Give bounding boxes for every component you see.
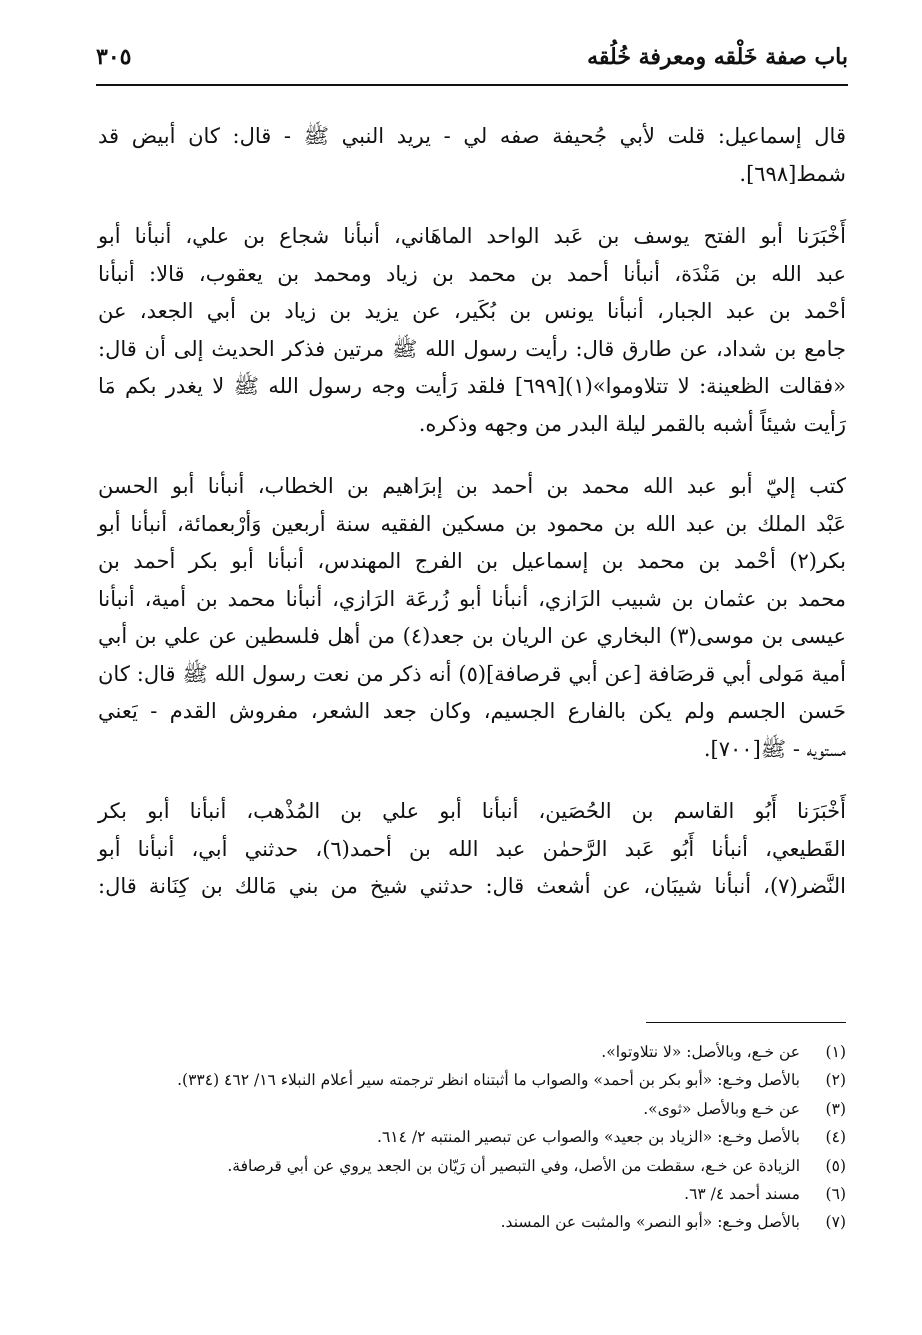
footnote-number: (٤) <box>825 1128 846 1147</box>
paragraph-4 <box>98 793 846 906</box>
main-text <box>98 118 846 931</box>
text-line: عبد الله بن مَنْدَة، أنبأنا أحمد بن محمد بن زياد ومحمد بن يعقوب، قالا: أنبأنا <box>98 261 846 286</box>
footnote-text: عن خـع وبالأصل «ثوى». <box>643 1099 800 1118</box>
paragraph-2 <box>98 218 846 443</box>
text-line: عيسى بن موسى(٣) البخاري عن الريان بن جعد(٤) من أهل فلسطين عن علي بن أبي <box>98 624 846 648</box>
text-line: القَطيعي، أنبأنا أَبُو عَبد الرَّحمٰن عبد الله بن أحمد(٦)، حدثني أبي، أنبأنا أبو <box>98 836 846 861</box>
footnote-number: (٦) <box>825 1185 846 1204</box>
text-line: عَبْد الملك بن عبد الله بن محمود بن مسكين الفقيه سنة أربعين وَأرْبعمائة، أنبأنا أبو <box>98 511 846 536</box>
footnote-number: (٧) <box>825 1213 846 1232</box>
footnote <box>98 1208 846 1236</box>
text-line: شمط[٦٩٨]. <box>739 161 846 186</box>
footnote-text: بالأصل وخـع: «أبو بكر بن أحمد» والصواب ما أثبتناه انظر ترجمته سير أعلام النبلاء ١٦/ ٤٦٢ (٣٣٤). <box>177 1071 800 1090</box>
text-line: كتب إليّ أبو عبد الله محمد بن أحمد بن إبرَاهيم بن الخطاب، أنبأنا أبو الحسن <box>98 474 846 498</box>
paragraph-1 <box>98 118 846 193</box>
text-line: أحْمد بن عبد الجبار، أنبأنا يونس بن بُكَير، عن يزيد بن زياد بن أبي الجعد، عن <box>98 299 846 323</box>
page-number: ٣٠٥ <box>96 44 132 70</box>
footnote-text: عن خـع، وبالأصل: «لا نتلاوتوا». <box>601 1043 800 1061</box>
text-line: بكر(٢) أحْمد بن محمد بن إسماعيل بن الفرج المهندس، أنبأنا أبو بكر أحمد بن <box>98 549 846 573</box>
footnote-number: (١) <box>825 1043 846 1061</box>
footnote-text: مسند أحمد ٤/ ٦٣. <box>684 1185 800 1204</box>
text-line: جامع بن شداد، عن طارق قال: رأيت رسول الله ﷺ مرتين فذكر الحديث إلى أن قال: <box>98 336 846 361</box>
footnote-divider <box>646 1022 846 1023</box>
paragraph-3 <box>98 468 846 768</box>
text-line: أَخْبَرَنا أَبُو القاسم بن الحُصَين، أنبأنا أبو علي بن المُذْهب، أنبأنا أبو بكر <box>98 799 846 823</box>
footnote-text: بالأصل وخـع: «أبو النصر» والمثبت عن المسند. <box>500 1213 800 1232</box>
footnote-text: بالأصل وخـع: «الزياد بن جعيد» والصواب عن تبصير المنتبه ٢/ ٦١٤. <box>377 1128 800 1147</box>
footnote <box>98 1123 846 1151</box>
text-line: حَسن الجسم ولم يكن بالفارع الجسيم، وكان جعد الشعر، مفروش القدم - يَعني <box>98 699 846 723</box>
text-line: محمد بن عثمان بن شبيب الرَازي، أنبأنا أبو زُرعَة الرَازي، أنبأنا محمد بن أمية، أنبأنا <box>98 586 846 611</box>
footnote <box>98 1152 846 1180</box>
footnote <box>98 1180 846 1208</box>
text-line: أمية مَولى أبي قرصَافة [عن أبي قرصافة](٥) أنه ذكر من نعت رسول الله ﷺ قال: كان <box>98 661 847 686</box>
chapter-title: باب صفة خَلْقه ومعرفة خُلُقه <box>587 44 848 70</box>
footnote <box>98 1066 846 1094</box>
footnotes <box>98 1038 846 1237</box>
text-line: النَّضر(٧)، أنبأنا شيبَان، عن أشعث قال: حدثني شيخ من بني مَالك بن كِنَانة قال: <box>98 874 846 898</box>
footnote-text: الزيادة عن خـع، سقطت من الأصل، وفي التبصير أن رَيّان بن الجعد يروي عن أبي قرصافة. <box>227 1156 800 1175</box>
running-header <box>96 40 848 86</box>
footnote <box>98 1095 846 1123</box>
footnote-number: (٥) <box>825 1156 846 1175</box>
text-line: رَأيت شيئاً أشبه بالقمر ليلة البدر من وجهه وذكره. <box>418 411 846 436</box>
text-line: «فقالت الظعينة: لا تتلاوموا»(١)[٦٩٩] فلقد رَأيت وجه رسول الله ﷺ لا يغدر بكم مَا <box>98 374 846 398</box>
footnote-number: (٢) <box>825 1071 846 1090</box>
footnote <box>98 1038 846 1066</box>
text-line: مستويه - ﷺ[٧٠٠]. <box>703 736 846 761</box>
footnote-number: (٣) <box>825 1099 846 1118</box>
text-line: قال إسماعيل: قلت لأبي جُحيفة صفه لي - يريد النبي ﷺ - قال: كان أبيض قد <box>98 124 846 148</box>
text-line: أَخْبَرَنا أبو الفتح يوسف بن عَبد الواحد الماهَاني، أنبأنا شجاع بن علي، أنبأنا أبو <box>98 224 846 248</box>
